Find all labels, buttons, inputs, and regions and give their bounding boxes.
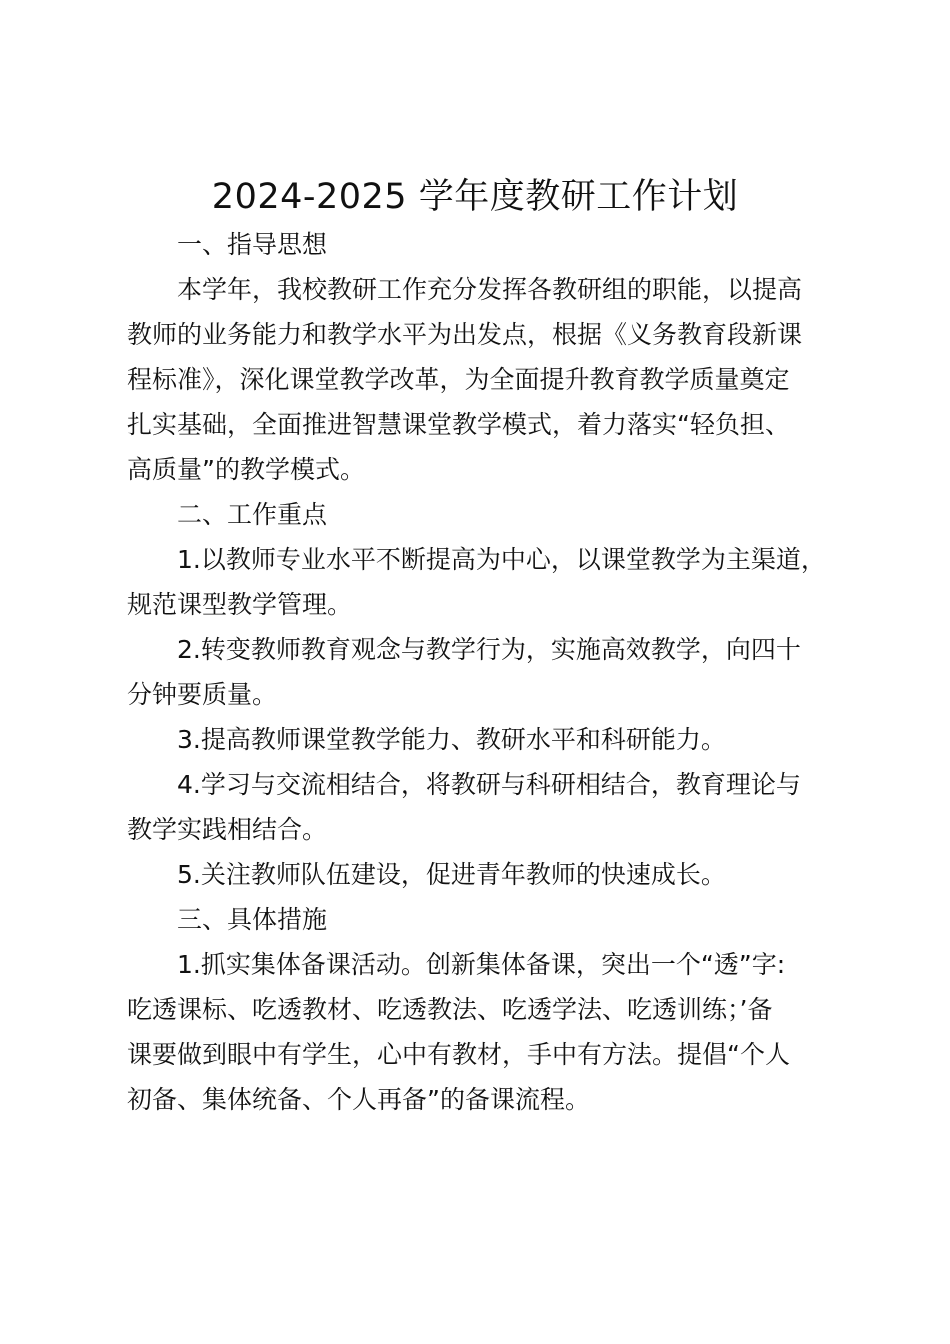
- list-item-line: 分钟要质量。: [127, 680, 278, 709]
- paragraph-line: 程标准》，深化课堂教学改革，为全面提升教育教学质量奠定: [127, 365, 790, 394]
- list-item-line: 5.关注教师队伍建设，促进青年教师的快速成长。: [177, 860, 726, 889]
- list-item-line: 规范课型教学管理。: [127, 590, 353, 619]
- list-item-line: 3.提高教师课堂教学能力、教研水平和科研能力。: [177, 725, 726, 754]
- paragraph-line: 扎实基础，全面推进智慧课堂教学模式，着力落实“轻负担、: [127, 410, 790, 439]
- section-heading-work-focus: 二、工作重点: [177, 500, 328, 529]
- paragraph-line: 本学年，我校教研工作充分发挥各教研组的职能，以提高: [177, 275, 803, 304]
- section-heading-guiding-ideology: 一、指导思想: [177, 230, 328, 259]
- list-item-line: 吃透课标、吃透教材、吃透教法、吃透学法、吃透训练；’备: [127, 995, 773, 1024]
- list-item-line: 教学实践相结合。: [127, 815, 328, 844]
- list-item-line: 2.转变教师教育观念与教学行为，实施高效教学，向四十: [177, 635, 801, 664]
- list-item-line: 1.以教师专业水平不断提高为中心，以课堂教学为主渠道，: [177, 545, 826, 574]
- section-heading-specific-measures: 三、具体措施: [177, 905, 328, 934]
- list-item-line: 4.学习与交流相结合，将教研与科研相结合，教育理论与: [177, 770, 801, 799]
- paragraph-line: 教师的业务能力和教学水平为出发点，根据《义务教育段新课: [127, 320, 803, 349]
- list-item-line: 1.抓实集体备课活动。创新集体备课，突出一个“透”字:: [177, 950, 786, 979]
- document-title: 2024-2025 学年度教研工作计划: [211, 177, 739, 217]
- list-item-line: 初备、集体统备、个人再备”的备课流程。: [127, 1085, 590, 1114]
- list-item-line: 课要做到眼中有学生，心中有教材，手中有方法。提倡“个人: [127, 1040, 790, 1069]
- paragraph-line: 高质量”的教学模式。: [127, 455, 365, 484]
